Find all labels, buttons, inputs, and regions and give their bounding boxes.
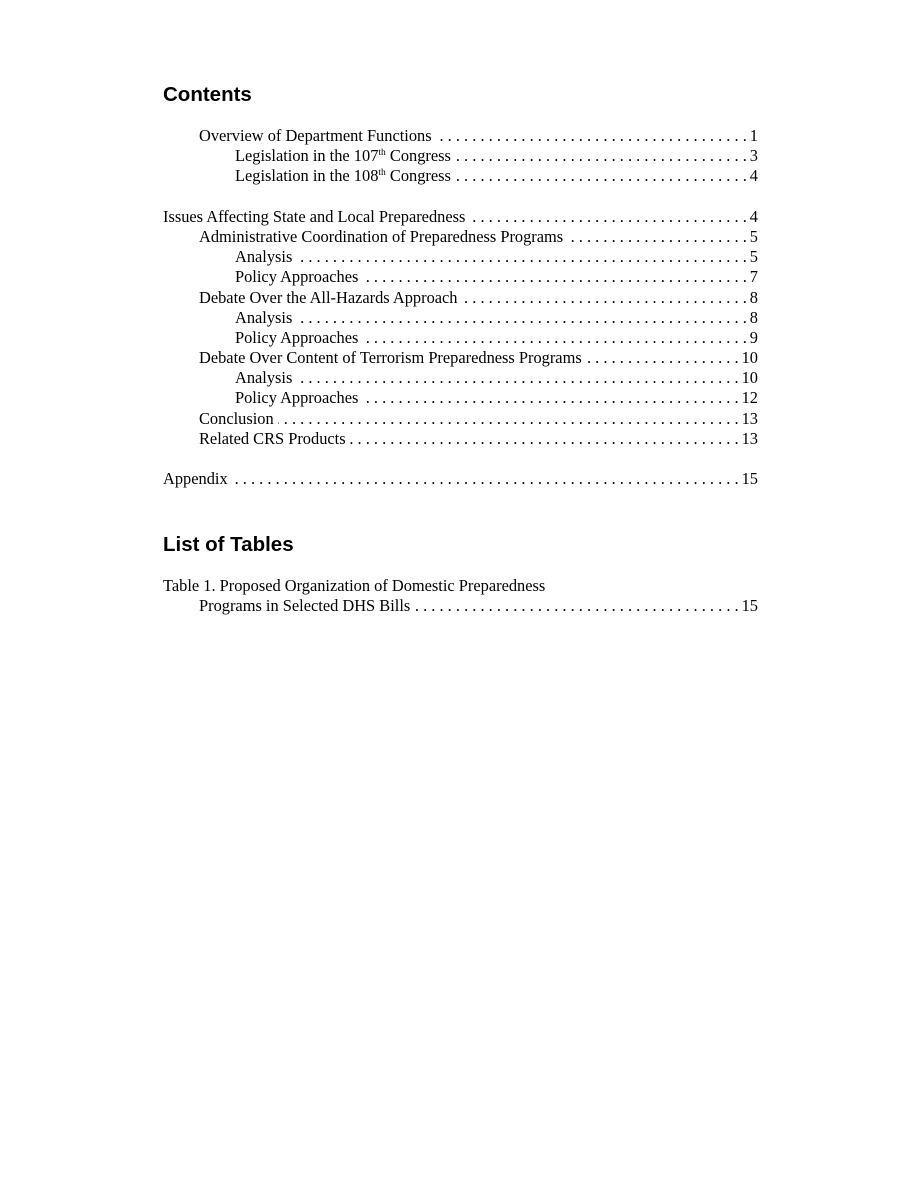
table-entry-title-line2: Programs in Selected DHS Bills <box>199 596 411 616</box>
toc-entry[interactable] <box>163 348 758 368</box>
toc-page-number: 3 <box>749 146 758 166</box>
toc-entry-title: Related CRS Products <box>199 428 346 448</box>
toc-entry-title: Debate Over the All-Hazards Approach <box>199 287 458 307</box>
toc-entry-title: Policy Approaches <box>235 267 359 287</box>
dot-leader <box>362 328 746 348</box>
toc-page-number: 10 <box>741 348 758 368</box>
toc-page-number: 12 <box>741 388 758 408</box>
dot-leader <box>469 207 746 227</box>
toc-entry-title: Policy Approaches <box>235 327 359 347</box>
toc-entry-title: Analysis <box>235 368 293 388</box>
toc-title-prefix: Legislation in the 108 <box>235 166 379 186</box>
dot-leader <box>296 368 738 388</box>
dot-leader <box>296 308 746 328</box>
dot-leader <box>278 409 739 429</box>
toc-page-number: 9 <box>749 327 758 347</box>
toc-entry-title <box>235 166 455 186</box>
toc-entry-title: Debate Over Content of Terrorism Preparedness Programs <box>199 348 582 368</box>
table-entry-title-line1: Table 1. Proposed Organization of Domestic Preparedness <box>163 576 546 595</box>
toc-entry-title: Policy Approaches <box>235 388 359 408</box>
dot-leader <box>436 126 747 146</box>
toc-page-number: 8 <box>749 307 758 327</box>
dot-leader <box>462 288 747 308</box>
ordinal-superscript: th <box>378 148 386 159</box>
toc-page-number: 10 <box>741 368 758 388</box>
toc-entry[interactable] <box>163 126 758 146</box>
toc-page-number: 5 <box>749 247 758 267</box>
toc-page-number: 13 <box>741 408 758 428</box>
toc-page-number: 13 <box>741 428 758 448</box>
toc-entry[interactable] <box>163 409 758 429</box>
toc-title-suffix: Congress <box>385 166 451 186</box>
toc-entry[interactable] <box>163 267 758 287</box>
dot-leader <box>567 227 747 247</box>
toc-title-suffix: Congress <box>385 146 451 166</box>
toc-page-number: 1 <box>749 126 758 145</box>
toc-entry[interactable] <box>163 308 758 328</box>
toc-entry-title: Analysis <box>235 247 293 267</box>
toc-entry[interactable] <box>163 328 758 348</box>
toc-entry[interactable] <box>163 288 758 308</box>
contents-heading: Contents <box>163 83 252 106</box>
list-of-tables-heading: List of Tables <box>163 533 294 556</box>
dot-leader <box>362 388 738 408</box>
toc-entry-title <box>235 146 455 166</box>
toc-title-prefix: Legislation in the 107 <box>235 146 379 166</box>
toc-entry-title: Issues Affecting State and Local Preparedness <box>163 206 466 226</box>
toc-page-number: 5 <box>749 226 758 246</box>
list-of-tables <box>163 576 758 616</box>
dot-leader <box>296 247 746 267</box>
toc-entry-title: Overview of Department Functions <box>199 126 432 145</box>
toc-entry-title: Analysis <box>235 307 293 327</box>
toc-page-number: 4 <box>749 206 758 226</box>
toc-entry[interactable] <box>163 469 758 489</box>
toc-entry[interactable] <box>163 227 758 247</box>
dot-leader <box>350 429 739 449</box>
toc-entry[interactable] <box>163 166 758 186</box>
toc-page-number: 8 <box>749 287 758 307</box>
dot-leader <box>455 146 747 166</box>
toc-page-number: 7 <box>749 267 758 287</box>
dot-leader <box>414 596 738 616</box>
dot-leader <box>232 469 739 489</box>
toc-entry-title: Appendix <box>163 469 228 489</box>
dot-leader <box>362 267 746 287</box>
table-of-contents <box>163 126 758 489</box>
toc-entry[interactable] <box>163 247 758 267</box>
toc-entry[interactable] <box>163 388 758 408</box>
ordinal-superscript: th <box>378 168 386 179</box>
toc-entry[interactable] <box>163 146 758 166</box>
toc-entry[interactable] <box>163 207 758 227</box>
toc-page-number: 15 <box>741 469 758 489</box>
toc-entry[interactable] <box>163 429 758 449</box>
toc-entry-title: Administrative Coordination of Preparedness Programs <box>199 226 564 246</box>
toc-page-number: 15 <box>741 596 758 616</box>
toc-entry-title: Conclusion <box>199 408 274 428</box>
toc-entry[interactable] <box>163 368 758 388</box>
dot-leader <box>586 348 739 368</box>
dot-leader <box>455 166 747 186</box>
toc-page-number: 4 <box>749 166 758 186</box>
table-list-entry[interactable] <box>163 576 758 616</box>
